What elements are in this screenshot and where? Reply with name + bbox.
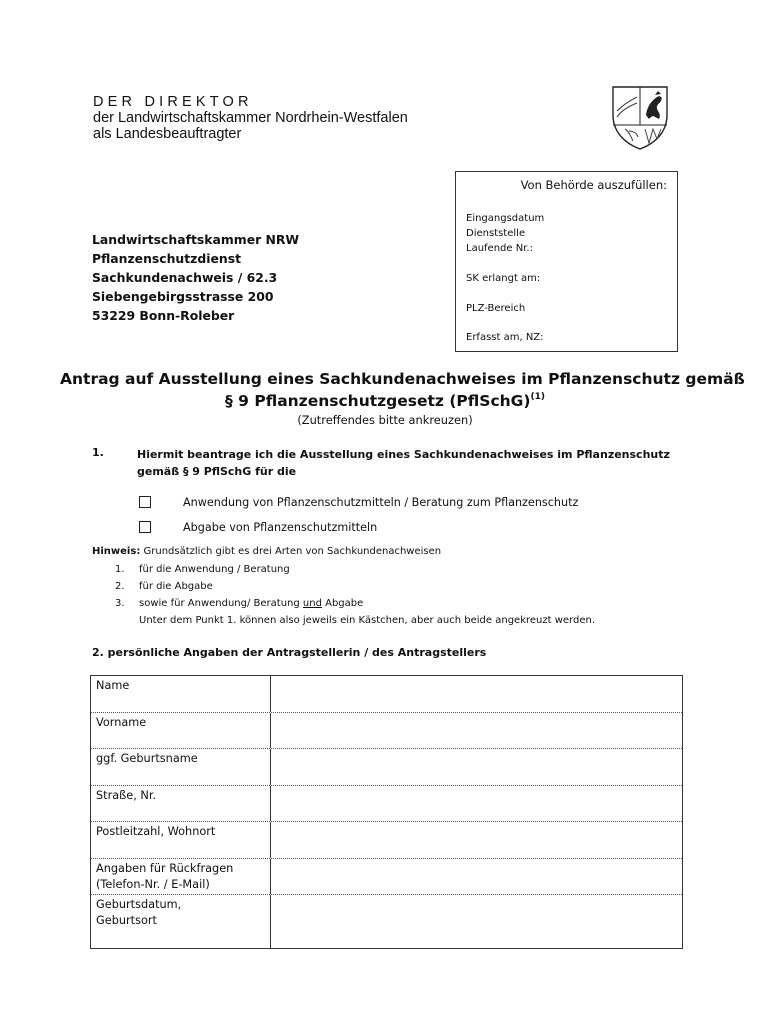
- form-instruction: (Zutreffendes bitte ankreuzen): [297, 413, 473, 427]
- recipient-address: [92, 230, 299, 325]
- geburtsdatum-ort-field[interactable]: [271, 895, 682, 948]
- address-line: Siebengebirgsstrasse 200: [92, 289, 274, 304]
- name-field[interactable]: [271, 676, 682, 712]
- hint-item-number: 2.: [115, 581, 125, 592]
- field-laufende-nr: Laufende Nr.:: [466, 243, 533, 254]
- row-label: [91, 713, 271, 749]
- table-row: [91, 676, 682, 712]
- option-anwendung-label: Anwendung von Pflanzenschutzmitteln / Beratung zum Pflanzenschutz: [183, 496, 579, 509]
- hint-item: [115, 598, 615, 612]
- checkbox-abgabe[interactable]: [139, 521, 151, 533]
- section1-text-line1: Hiermit beantrage ich die Ausstellung eines Sachkundenachweises im Pflanzenschutz: [137, 448, 670, 461]
- field-plz-bereich: PLZ-Bereich: [466, 303, 526, 314]
- row-label: [91, 859, 271, 895]
- hint-item-text: für die Anwendung / Beratung: [139, 564, 290, 575]
- vorname-field[interactable]: [271, 713, 682, 749]
- section1-text-line2: gemäß § 9 PflSchG für die: [137, 465, 297, 478]
- table-row: [91, 821, 682, 858]
- field-sk-erlangt: SK erlangt am:: [466, 273, 541, 284]
- form-title-line2: [60, 392, 710, 410]
- section2-heading: 2. persönliche Angaben der Antragstellerin / des Antragstellers: [92, 646, 487, 659]
- section1-text: [137, 446, 677, 480]
- footnote-marker: (1): [530, 392, 545, 402]
- hint-item-text: [139, 598, 363, 609]
- address-line: Pflanzenschutzdienst: [92, 251, 242, 266]
- checkbox-anwendung[interactable]: [139, 496, 151, 508]
- row-label: [91, 676, 271, 712]
- row-label-text: (Telefon-Nr. / E-Mail): [96, 877, 210, 891]
- authority-use-box: [455, 171, 678, 352]
- row-label: [91, 895, 271, 948]
- form-title: Antrag auf Ausstellung eines Sachkundenachweises im Pflanzenschutz gemäß: [60, 370, 745, 388]
- hint-body: Grundsätzlich gibt es drei Arten von Sachkundenachweisen: [143, 546, 442, 557]
- hint-item-underlined: und: [302, 598, 322, 609]
- hint-item-text-before: sowie für Anwendung/ Beratung: [139, 598, 303, 609]
- plz-wohnort-field[interactable]: [271, 822, 682, 858]
- table-row: [91, 785, 682, 822]
- nrw-crest-icon: [611, 85, 669, 151]
- row-label: [91, 822, 271, 858]
- row-label-text: Name: [96, 679, 130, 692]
- address-line: Landwirtschaftskammer NRW: [92, 232, 300, 247]
- rueckfragen-field[interactable]: [271, 859, 682, 895]
- header-title: DER DIREKTOR: [93, 94, 253, 110]
- row-label-text: Vorname: [96, 715, 147, 729]
- field-dienststelle: Dienststelle: [466, 228, 526, 239]
- form-title-law: § 9 Pflanzenschutzgesetz (PflSchG): [225, 392, 531, 410]
- section1-number: 1.: [92, 446, 104, 459]
- strasse-field[interactable]: [271, 786, 682, 822]
- hint-item-number: 3.: [115, 598, 125, 609]
- row-label: [91, 786, 271, 822]
- personal-data-table: [90, 675, 683, 949]
- table-row: [91, 858, 682, 895]
- hint-item: [115, 564, 615, 578]
- geburtsname-field[interactable]: [271, 749, 682, 785]
- row-label-text: ggf. Geburtsname: [96, 752, 198, 765]
- hint-item-number: 1.: [115, 564, 125, 575]
- table-row: [91, 894, 682, 948]
- hint-text: [92, 546, 441, 557]
- header-subtitle: der Landwirtschaftskammer Nordrhein-Westfalen: [93, 110, 408, 126]
- address-line: Sachkundenachweis / 62.3: [92, 270, 278, 285]
- hint-label: Hinweis:: [92, 546, 141, 557]
- option-abgabe-label: Abgabe von Pflanzenschutzmitteln: [183, 521, 378, 534]
- hint-note: Unter dem Punkt 1. können also jeweils ein Kästchen, aber auch beide angekreuzt werden.: [139, 615, 595, 626]
- table-row: [91, 712, 682, 749]
- row-label-text: Geburtsdatum,: [96, 898, 182, 911]
- row-label-text: Postleitzahl, Wohnort: [96, 825, 216, 838]
- hint-item: [115, 581, 615, 595]
- authority-box-heading: Von Behörde auszufüllen:: [520, 178, 667, 192]
- table-row: [91, 748, 682, 785]
- header-role: als Landesbeauftragter: [93, 126, 242, 142]
- address-line: 53229 Bonn-Roleber: [92, 308, 235, 323]
- field-eingangsdatum: Eingangsdatum: [466, 213, 545, 224]
- hint-item-text: für die Abgabe: [139, 581, 213, 592]
- row-label-text: Straße, Nr.: [96, 788, 157, 802]
- hint-item-text-after: Abgabe: [321, 598, 364, 609]
- row-label-text: Angaben für Rückfragen: [96, 861, 234, 875]
- row-label: [91, 749, 271, 785]
- field-erfasst-am: Erfasst am, NZ:: [466, 332, 544, 343]
- row-label-text: Geburtsort: [96, 914, 157, 927]
